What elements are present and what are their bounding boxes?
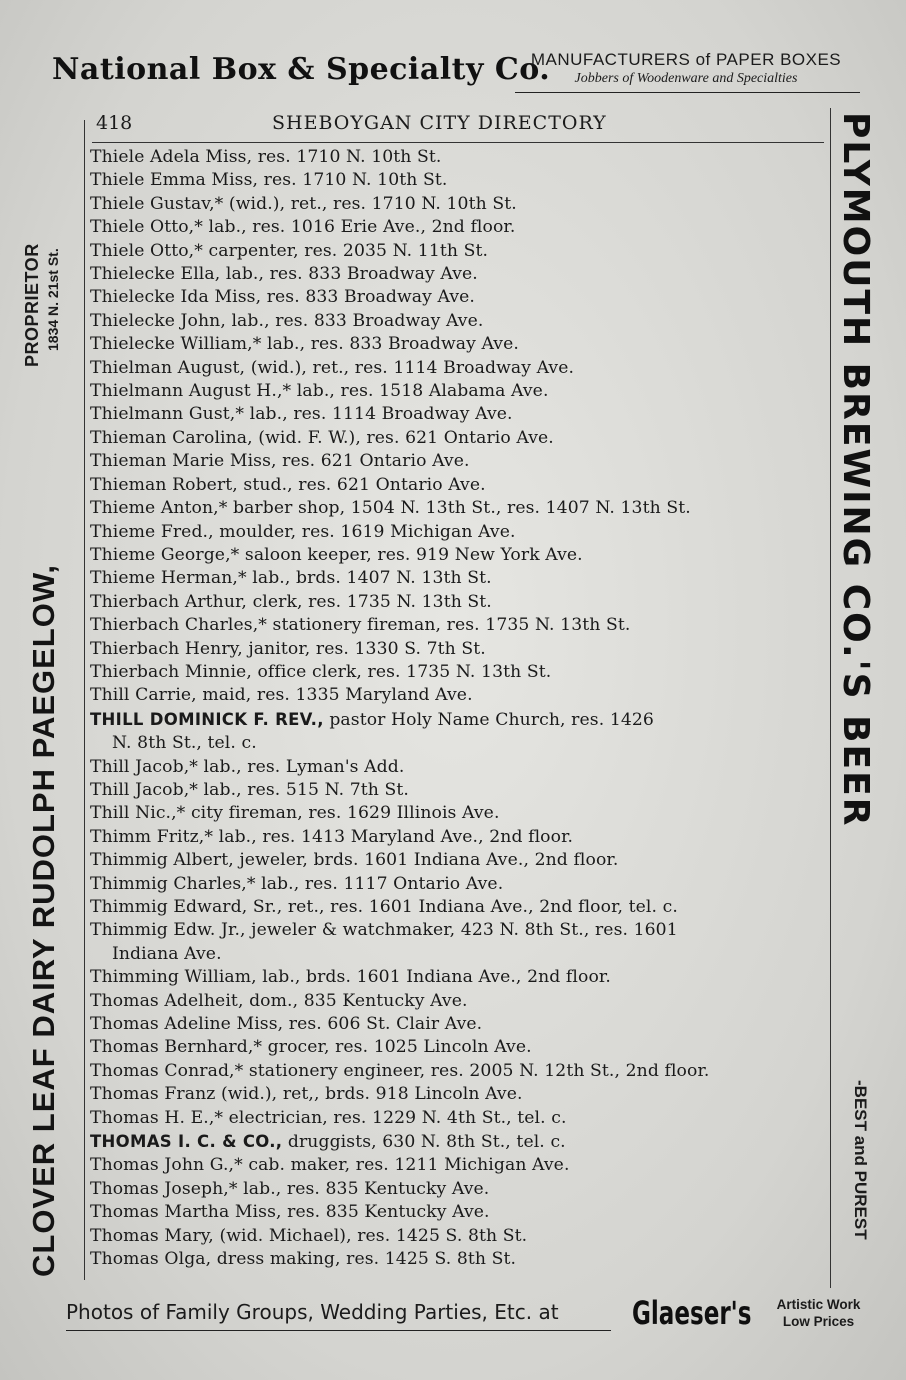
company-name: National Box & Specialty Co. (52, 52, 551, 87)
entry-detail: electrician, res. 1229 N. 4th St., tel. c. (223, 1107, 567, 1128)
entry-detail: lab., res. 833 Broadway Ave. (225, 310, 484, 331)
entry-name: Thierbach Henry, (90, 638, 243, 659)
footer-rule (66, 1330, 611, 1331)
directory-entry (90, 450, 826, 473)
footer-tag-line-1: Artistic Work (776, 1297, 861, 1312)
footer-brand: Glaeser's (632, 1294, 752, 1332)
left-ad-main: CLOVER LEAF DAIRY RUDOLPH PAEGELOW, (26, 563, 61, 1277)
directory-entry (90, 1083, 826, 1106)
right-divider (830, 108, 831, 1288)
entry-detail: lab., res. 515 N. 7th St. (197, 779, 409, 800)
directory-entry (90, 849, 826, 872)
directory-entry (90, 1225, 826, 1248)
directory-listing (90, 146, 826, 1272)
directory-entry (90, 427, 826, 450)
running-head: SHEBOYGAN CITY DIRECTORY (272, 112, 607, 134)
directory-entry (90, 684, 826, 707)
entry-detail: dress making, res. 1425 S. 8th St. (211, 1249, 517, 1270)
directory-entry (90, 263, 826, 286)
right-ad-tagline: -BEST and PUREST (851, 1080, 870, 1240)
directory-entry (90, 1060, 826, 1083)
entry-detail: lab., brds. 1601 Indiana Ave., 2nd floor. (256, 967, 611, 988)
entry-detail: (wid. Michael), res. 1425 S. 8th St. (213, 1225, 528, 1246)
entry-name: Thieman Robert, (90, 474, 238, 495)
entry-name: Thielmann Gust,* (90, 404, 245, 425)
directory-entry (90, 216, 826, 239)
directory-entry (90, 873, 826, 896)
directory-entry (90, 1107, 826, 1130)
entry-detail: saloon keeper, res. 919 New York Ave. (239, 544, 583, 565)
directory-entry (90, 990, 826, 1013)
entry-detail: jeweler, brds. 1601 Indiana Ave., 2nd floor. (233, 850, 619, 871)
entry-name: Thieme Anton,* (90, 498, 228, 519)
entry-detail: res. 1710 N. 10th St. (258, 170, 448, 191)
left-ad-address: 1834 N. 21st St. (45, 248, 61, 351)
entry-name: Thieman Marie Miss, (90, 451, 277, 472)
page-number: 418 (96, 112, 133, 134)
entry-name: Thiele Gustav,* (90, 193, 224, 214)
entry-continuation: N. 8th St., tel. c. (112, 733, 257, 754)
entry-name: Thierbach Arthur, (90, 591, 247, 612)
footer-text: Photos of Family Groups, Wedding Parties, Etc. at (66, 1300, 559, 1324)
entry-detail: city fireman, res. 1629 Illinois Ave. (185, 803, 500, 824)
directory-entry (90, 1130, 826, 1154)
entry-name: Thomas Mary, (90, 1225, 214, 1246)
banner-rule (515, 92, 860, 93)
left-ad-small (22, 127, 61, 367)
left-ad-rotated (22, 120, 82, 1285)
entry-name: Thiele Otto,* (90, 217, 203, 238)
directory-entry (90, 193, 826, 216)
entry-continuation: Indiana Ave. (112, 943, 222, 964)
entry-detail: res. 835 Kentucky Ave. (281, 1202, 490, 1223)
entry-detail: lab., res. 1117 Ontario Ave. (255, 873, 504, 894)
directory-entry (90, 310, 826, 333)
entry-name: THOMAS I. C. & CO., (90, 1132, 283, 1152)
directory-entry (90, 826, 826, 849)
entry-name: Thomas Franz (90, 1084, 216, 1105)
entry-name: Thimming William, (90, 967, 257, 988)
entry-detail: lab., res. 1114 Broadway Ave. (244, 404, 513, 425)
entry-name: Thomas H. E.,* (90, 1107, 224, 1128)
entry-name: Thill Jacob,* (90, 779, 198, 800)
directory-entry (90, 544, 826, 567)
entry-name: Thieme Fred., (90, 521, 214, 542)
entry-name: Thimm Fritz,* (90, 826, 214, 847)
directory-entry (90, 1154, 826, 1177)
entry-detail: res. 621 Ontario Ave. (276, 451, 470, 472)
entry-detail: pastor Holy Name Church, res. 1426 (323, 709, 654, 730)
directory-entry (90, 614, 826, 637)
entry-detail: (wid.), ret., res. 1114 Broadway Ave. (245, 357, 575, 378)
directory-entry (90, 661, 826, 684)
directory-entry (90, 1178, 826, 1201)
entry-name: Thomas Joseph,* (90, 1178, 238, 1199)
entry-detail: lab., res. 833 Broadway Ave. (261, 334, 519, 355)
directory-entry (90, 169, 826, 192)
directory-entry (90, 591, 826, 614)
entry-name: Thimmig Edward, Sr., (90, 897, 283, 917)
entry-name: Thieme George,* (90, 544, 240, 565)
banner-line-2: Jobbers of Woodenware and Specialties (574, 71, 798, 86)
directory-entry (90, 756, 826, 779)
directory-entry (90, 1248, 826, 1271)
footer-tagline (756, 1296, 881, 1330)
directory-entry (90, 380, 826, 403)
banner-line-1: MANUFACTURERS of PAPER BOXES (530, 50, 842, 69)
directory-entry (90, 240, 826, 263)
directory-entry (90, 521, 826, 544)
entry-name: Thielecke Ida Miss, (90, 287, 262, 308)
directory-entry (90, 567, 826, 590)
left-ad-proprietor: PROPRIETOR (22, 243, 42, 367)
directory-entry (90, 779, 826, 802)
entry-detail: barber shop, 1504 N. 13th St., res. 1407 N. 13th St. (227, 498, 691, 519)
directory-entry (90, 966, 826, 989)
entry-name: Thierbach Minnie, (90, 661, 252, 682)
right-ad-rotated (822, 108, 882, 1293)
entry-detail: lab., res. 1016 Erie Ave., 2nd floor. (202, 217, 516, 238)
entry-name: Thiele Otto,* (90, 240, 203, 261)
directory-entry (90, 357, 826, 380)
entry-name: Thielecke John, (90, 310, 226, 331)
directory-entry (90, 146, 826, 169)
entry-detail: res. 1710 N. 10th St. (252, 147, 442, 167)
entry-detail: dom., 835 Kentucky Ave. (243, 990, 468, 1011)
directory-entry (90, 474, 826, 497)
entry-detail: carpenter, res. 2035 N. 11th St. (202, 240, 489, 261)
entry-detail: lab., res. 835 Kentucky Ave. (237, 1178, 490, 1199)
left-side-ad (22, 120, 82, 1285)
entry-name: Thielecke William,* (90, 334, 262, 355)
entry-detail: stud., res. 621 Ontario Ave. (237, 474, 486, 495)
entry-detail: res. 606 St. Clair Ave. (283, 1014, 483, 1035)
entry-detail: druggists, 630 N. 8th St., tel. c. (282, 1132, 566, 1153)
entry-detail: cab. maker, res. 1211 Michigan Ave. (242, 1155, 570, 1176)
entry-detail: office clerk, res. 1735 N. 13th St. (251, 661, 552, 682)
entry-name: Thielman August, (90, 357, 246, 378)
entry-detail: grocer, res. 1025 Lincoln Ave. (262, 1037, 532, 1058)
entry-detail: lab., res. 833 Broadway Ave. (220, 264, 478, 285)
entry-name: Thiele Emma Miss, (90, 170, 259, 191)
entry-detail: jeweler & watchmaker, 423 N. 8th St., res. 1601 (245, 920, 678, 941)
footer-tag-line-2: Low Prices (782, 1314, 855, 1329)
entry-name: Thimmig Albert, (90, 850, 234, 871)
directory-entry (90, 1036, 826, 1059)
banner-right (510, 50, 862, 87)
entry-name: Thomas John G.,* (90, 1155, 243, 1176)
entry-detail: (wid.), ret., res. 1710 N. 10th St. (223, 193, 517, 214)
entry-name: Thomas Bernhard,* (90, 1037, 263, 1058)
entry-name: Thill Carrie, (90, 685, 197, 706)
footer-ad (66, 1292, 876, 1352)
entry-name: Thiele Adela Miss, (90, 147, 253, 167)
entry-name: Thieman Carolina, (90, 427, 253, 448)
directory-entry (90, 403, 826, 426)
entry-detail: lab., res. 1413 Maryland Ave., 2nd floor. (213, 826, 574, 847)
left-divider (84, 120, 85, 1280)
entry-name: Thielecke Ella, (90, 264, 221, 285)
entry-detail: lab., res. 1518 Alabama Ave. (291, 381, 549, 402)
entry-detail: clerk, res. 1735 N. 13th St. (247, 591, 492, 612)
entry-name: Thimmig Charles,* (90, 873, 256, 894)
entry-detail: (wid.), ret,, brds. 918 Lincoln Ave. (215, 1084, 523, 1105)
directory-entry (90, 333, 826, 356)
directory-entry (90, 638, 826, 661)
entry-detail: stationery engineer, res. 2005 N. 12th St., 2nd floor. (243, 1060, 710, 1081)
directory-entry (90, 708, 826, 756)
entry-name: Thomas Martha Miss, (90, 1202, 282, 1223)
entry-detail: res. 833 Broadway Ave. (261, 287, 475, 308)
entry-name: Thomas Olga, (90, 1249, 212, 1270)
directory-entry (90, 1013, 826, 1036)
entry-name: Thielmann August H.,* (90, 381, 292, 402)
entry-name: Thieme Herman,* (90, 568, 247, 589)
entry-detail: stationery fireman, res. 1735 N. 13th St. (266, 615, 631, 636)
entry-name: Thill Nic.,* (90, 803, 186, 824)
directory-entry (90, 286, 826, 309)
entry-detail: moulder, res. 1619 Michigan Ave. (213, 521, 516, 542)
directory-entry (90, 896, 826, 919)
entry-name: Thomas Adelheit, (90, 990, 244, 1011)
entry-detail: lab., brds. 1407 N. 13th St. (246, 568, 492, 589)
header-rule (92, 142, 824, 143)
entry-detail: (wid. F. W.), res. 621 Ontario Ave. (252, 427, 554, 448)
entry-detail: lab., res. Lyman's Add. (197, 756, 405, 777)
directory-entry (90, 497, 826, 520)
entry-name: Thomas Adeline Miss, (90, 1014, 284, 1035)
entry-detail: ret., res. 1601 Indiana Ave., 2nd floor, tel. c. (282, 897, 678, 917)
entry-name: Thill Jacob,* (90, 756, 198, 777)
right-side-ad (822, 108, 882, 1293)
entry-detail: janitor, res. 1330 S. 7th St. (242, 638, 486, 659)
entry-name: THILL DOMINICK F. REV., (90, 709, 324, 729)
entry-name: Thierbach Charles,* (90, 615, 267, 636)
entry-name: Thimmig Edw. Jr., (90, 920, 246, 941)
entry-name: Thomas Conrad,* (90, 1060, 244, 1081)
directory-entry (90, 919, 826, 966)
directory-entry (90, 802, 826, 825)
entry-detail: maid, res. 1335 Maryland Ave. (196, 685, 473, 706)
top-banner-ad (40, 50, 865, 105)
right-ad-main: PLYMOUTH BREWING CO.'S BEER (835, 112, 876, 828)
directory-entry (90, 1201, 826, 1224)
